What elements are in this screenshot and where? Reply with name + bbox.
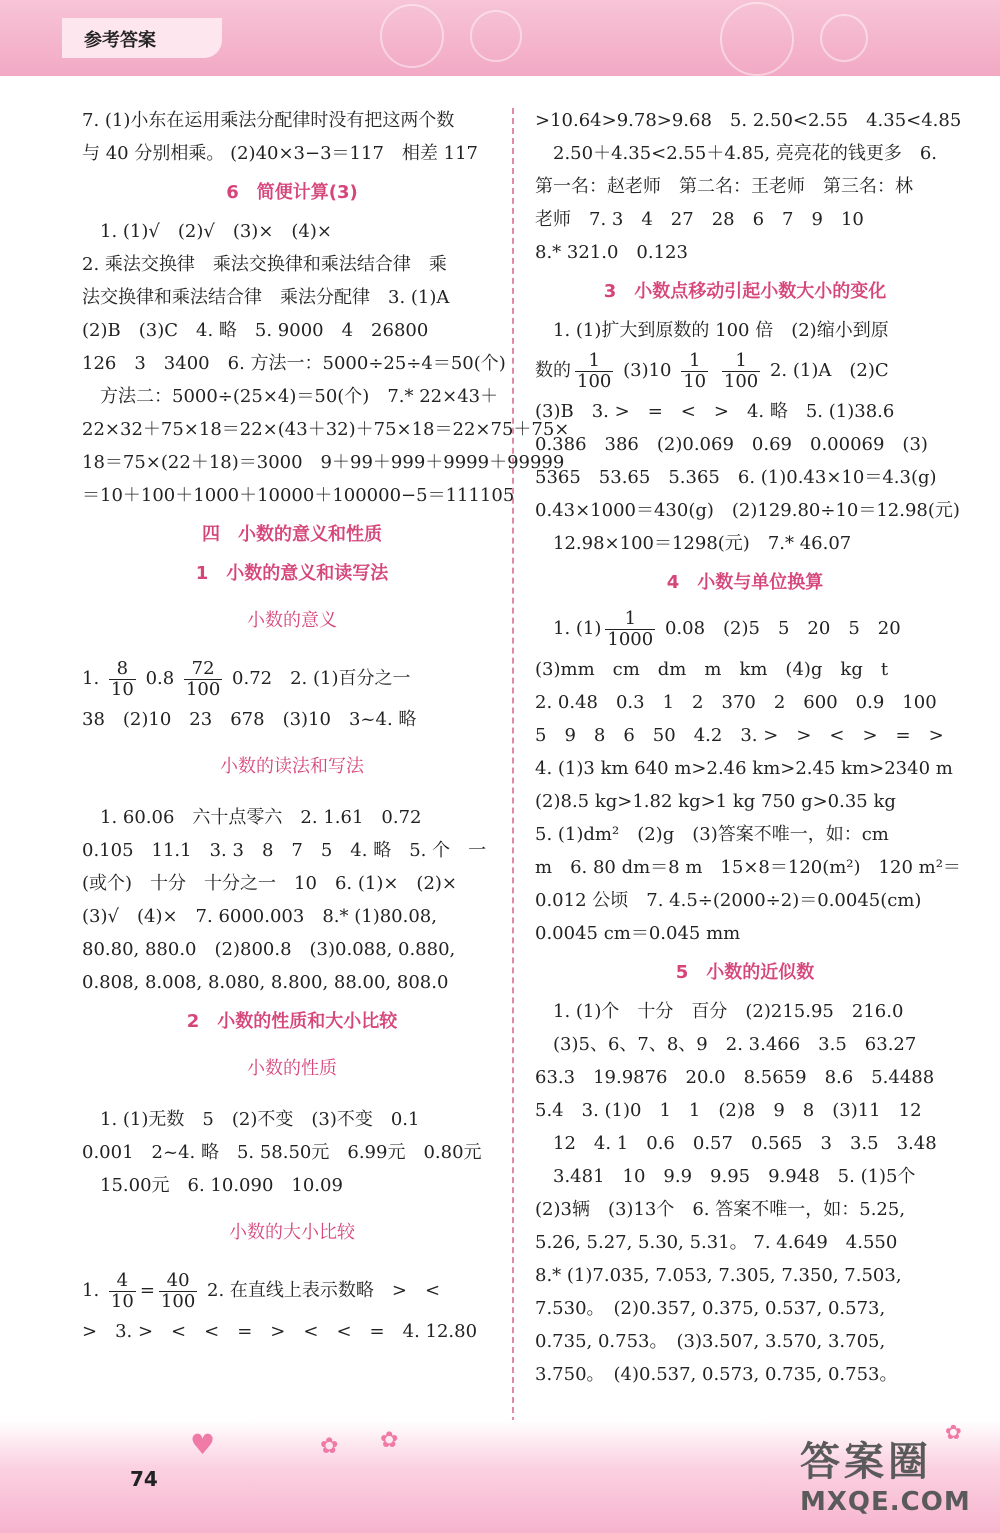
subsection-heading: 小数的意义 [247,610,337,631]
answer-line: 0.012 公顷 7. 4.5÷(2000÷2)＝0.0045(cm) [535,890,922,911]
fraction: $\frac{1}{100}$ [723,349,759,392]
answer-line: 126 3 3400 6. 方法一：5000÷25÷4＝50(个) [82,353,506,374]
answer-line: 80.80, 880.0 (2)800.8 (3)0.088, 0.880, [82,939,456,960]
answer-line: 3.750。 (4)0.537, 0.573, 0.735, 0.753。 [535,1364,898,1385]
answer-line: 18＝75×(22＋18)＝3000 9＋99＋999＋9999＋99999 [82,452,565,473]
section-heading: 3 小数点移动引起小数大小的变化 [603,281,887,302]
watermark-text: 答案圈 [800,1439,932,1485]
answer-line: (或个) 十分 十分之一 10 6. (1)× (2)× [82,873,458,894]
answer-line: 1. (1)扩大到原数的 100 倍 (2)缩小到原 [535,320,889,341]
answer-line: 0.735, 0.753。 (3)3.507, 3.570, 3.705, [535,1331,886,1352]
answer-line: 8.* 321.0 0.123 [535,242,688,263]
header-title: 参考答案 [84,30,156,51]
answer-line: (3)B 3. > = < > 4. 略 5. (1)38.6 [535,401,895,422]
subsection-heading: 小数的大小比较 [229,1222,355,1243]
answer-line: (3)mm cm dm m km (4)g kg t [535,659,889,680]
section-heading: 2 小数的性质和大小比较 [186,1011,398,1032]
answer-line-fractions: 数的 $\frac{1}{100}$ (3)10 $\frac{1}{10}$ $\frac{1}{100}$ 2. (1)A (2)C [535,349,889,392]
answer-line: (3)5、6、7、8、9 2. 3.466 3.5 63.27 [535,1034,917,1055]
section-heading: 1 小数的意义和读写法 [195,563,389,584]
page-header [0,0,1000,76]
answer-line: 与 40 分别相乘。 (2)40×3−3＝117 相差 117 [82,143,478,164]
answer-line: 0.0045 cm＝0.045 mm [535,923,741,944]
answer-line: 22×32＋75×18＝22×(43＋32)＋75×18＝22×75＋75× [82,419,570,440]
answer-line: 5365 53.65 5.365 6. (1)0.43×10＝4.3(g) [535,467,937,488]
flower-icon: ✿ [380,1428,399,1453]
answer-line: 12.98×100＝1298(元) 7.* 46.07 [535,533,852,554]
answer-line: 方法二：5000÷(25×4)＝50(个) 7.* 22×43＋ [82,386,499,407]
answer-line: 法交换律和乘法结合律 乘法分配律 3. (1)A [82,287,450,308]
heart-icon: ♥ [190,1428,216,1461]
fraction: $\frac{72}{100}$ [185,657,221,700]
answer-line: 5.4 3. (1)0 1 1 (2)8 9 8 (3)11 12 [535,1100,922,1121]
fraction: $\frac{1}{10}$ [683,349,707,392]
section-heading: 4 小数与单位换算 [666,572,824,593]
answer-line: 12 4. 1 0.6 0.57 0.565 3 3.5 3.48 [535,1133,937,1154]
watermark-url: MXQE.COM [800,1487,971,1517]
answer-line: 63.3 19.9876 20.0 8.5659 8.6 5.4488 [535,1067,935,1088]
answer-line: (2)B (3)C 4. 略 5. 9000 4 26800 [82,320,429,341]
answer-line: 2. 0.48 0.3 1 2 370 2 600 0.9 100 [535,692,937,713]
answer-line: 2. 乘法交换律 乘法交换律和乘法结合律 乘 [82,254,447,275]
answer-line: 7.530。 (2)0.357, 0.375, 0.537, 0.573, [535,1298,886,1319]
answer-line: (2)3辆 (3)13个 6. 答案不唯一，如：5.25, [535,1199,906,1220]
answer-line: 1. 60.06 六十点零六 2. 1.61 0.72 [82,807,422,828]
answer-line: > 3. > < < = > < < = 4. 12.80 [82,1321,478,1342]
section-heading: 6 简便计算(3) [226,182,358,203]
answer-line: >10.64>9.78>9.68 5. 2.50<2.55 4.35<4.85 [535,110,962,131]
watermark [800,1430,971,1517]
answer-line: 15.00元 6. 10.090 10.09 [82,1175,343,1196]
answer-line-fractions: 1. $\frac{8}{10}$ 0.8 $\frac{72}{100}$ 0.72 2. (1)百分之一 [82,657,411,700]
answer-line: 1. (1)√ (2)√ (3)× (4)× [82,221,332,242]
answer-line: 0.386 386 (2)0.069 0.69 0.00069 (3) [535,434,928,455]
answer-line: 1. (1)无数 5 (2)不变 (3)不变 0.1 [82,1109,420,1130]
flower-icon: ✿ [945,1420,962,1444]
answer-line: 4. (1)3 km 640 m>2.46 km>2.45 km>2340 m [535,758,953,779]
left-column [82,104,570,1348]
column-divider [512,108,514,1423]
subsection-heading: 小数的读法和写法 [220,756,364,777]
answer-line: 2.50＋4.35<2.55＋4.85, 亮亮花的钱更多 6. [535,143,938,164]
answer-line: 5.26, 5.27, 5.30, 5.31。 7. 4.649 4.550 [535,1232,898,1253]
flower-icon: ✿ [320,1434,339,1459]
fraction: $\frac{1}{1000}$ [607,607,654,650]
right-column [535,104,962,1391]
fraction: $\frac{8}{10}$ [110,657,134,700]
page-number: 74 [130,1467,158,1491]
answer-line: 老师 7. 3 4 27 28 6 7 9 10 [535,209,864,230]
answer-line-fractions: 1. (1) $\frac{1}{1000}$ 0.08 (2)5 5 20 5 20 [535,607,901,650]
answer-line: (2)8.5 kg>1.82 kg>1 kg 750 g>0.35 kg [535,791,896,812]
answer-line: 7. (1)小东在运用乘法分配律时没有把这两个数 [82,110,455,131]
fraction: $\frac{40}{100}$ [160,1269,196,1312]
answer-line: (3)√ (4)× 7. 6000.003 8.* (1)80.08, [82,906,437,927]
answer-line: 5. (1)dm² (2)g (3)答案不唯一，如：cm [535,824,889,845]
answer-line-fractions: 1. $\frac{4}{10}$ = $\frac{40}{100}$ 2. 在直线上表示数略 > < [82,1269,441,1312]
fraction: $\frac{4}{10}$ [110,1269,134,1312]
answer-line: 3.481 10 9.9 9.95 9.948 5. (1)5个 [535,1166,916,1187]
answer-line: 38 (2)10 23 678 (3)10 3~4. 略 [82,709,417,730]
answer-line: 第一名：赵老师 第二名：王老师 第三名：林 [535,176,913,197]
answer-line: 0.43×1000＝430(g) (2)129.80÷10＝12.98(元) [535,500,960,521]
answer-line: 1. (1)个 十分 百分 (2)215.95 216.0 [535,1001,904,1022]
section-heading: 5 小数的近似数 [675,962,815,983]
answer-line: 8.* (1)7.035, 7.053, 7.305, 7.350, 7.503, [535,1265,902,1286]
answer-line: 0.105 11.1 3. 3 8 7 5 4. 略 5. 个 一 [82,840,487,861]
answer-line: ＝10＋100＋1000＋10000＋100000−5＝111105 [82,485,515,506]
fraction: $\frac{1}{100}$ [577,349,612,392]
answer-line: m 6. 80 dm＝8 m 15×8＝120(m²) 120 m²＝ [535,857,961,878]
section-heading: 四 小数的意义和性质 [202,524,382,545]
answer-line: 5 9 8 6 50 4.2 3. > > < > = > [535,725,944,746]
subsection-heading: 小数的性质 [247,1058,337,1079]
answer-line: 0.808, 8.008, 8.080, 8.800, 88.00, 808.0 [82,972,449,993]
answer-line: 0.001 2~4. 略 5. 58.50元 6.99元 0.80元 [82,1142,482,1163]
